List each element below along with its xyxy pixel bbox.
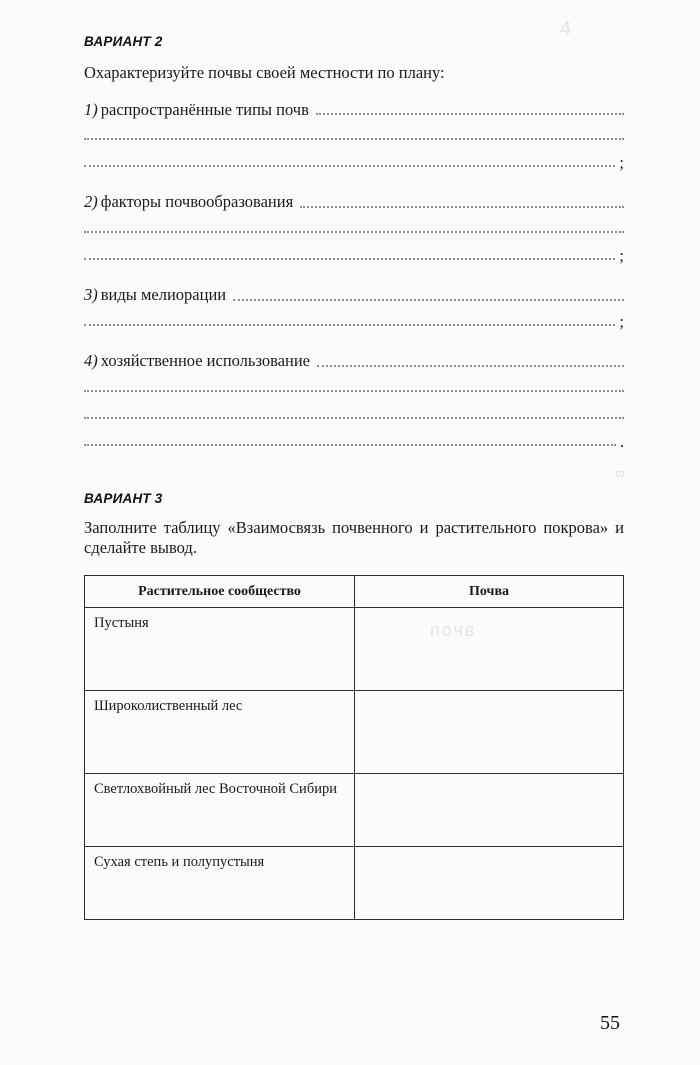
answer-line[interactable]	[84, 417, 624, 419]
question-item-4-text: хозяйственное использование	[100, 351, 310, 371]
soil-vegetation-table	[84, 575, 624, 920]
question-item-1-text: распространённые типы почв	[100, 99, 309, 119]
variant-3-heading: ВАРИАНТ 3	[84, 490, 163, 506]
question-item-2-tail: ;	[619, 246, 624, 266]
answer-line[interactable]	[300, 206, 624, 208]
cell-soil[interactable]	[355, 847, 624, 920]
answer-line[interactable]	[316, 113, 624, 115]
question-item-3-number: 3)	[84, 285, 98, 305]
table-row	[85, 774, 624, 847]
table-header-soil: Почва	[355, 576, 624, 608]
question-item-3-tail: ;	[619, 312, 624, 332]
table-header-row	[85, 576, 624, 608]
answer-line[interactable]	[84, 231, 624, 233]
answer-line[interactable]	[84, 138, 624, 140]
answer-line-row[interactable]	[84, 407, 624, 425]
table-row	[85, 608, 624, 691]
answer-line-row[interactable]	[84, 431, 624, 452]
question-item-1-number: 1)	[84, 99, 98, 119]
answer-line[interactable]	[233, 299, 624, 301]
question-item-2-text: факторы почвообразования	[100, 192, 294, 212]
ghost-text-mid-right: в	[612, 470, 629, 478]
cell-plant-community: Светлохвойный лес Восточной Сибири	[85, 774, 355, 847]
variant-3-prompt: Заполните таблицу «Взаимосвязь почвенного и растительного покрова» и сделайте вывод.	[84, 517, 624, 558]
answer-line-row[interactable]	[84, 248, 624, 266]
cell-plant-community: Сухая степь и полупустыня	[85, 847, 355, 920]
answer-line[interactable]	[84, 444, 616, 446]
cell-soil[interactable]	[355, 774, 624, 847]
spacer	[84, 461, 624, 491]
ghost-text-top-right: 4	[560, 18, 572, 40]
answer-line-row[interactable]	[84, 380, 624, 398]
answer-line[interactable]	[84, 324, 615, 326]
answer-line[interactable]	[84, 165, 615, 167]
question-item-4	[84, 351, 624, 371]
variant-2-prompt: Охарактеризуйте почвы своей местности по плану:	[84, 63, 445, 82]
ghost-text-block: почв	[430, 620, 477, 640]
variant-2-heading: ВАРИАНТ 2	[84, 34, 163, 49]
cell-soil[interactable]	[355, 691, 624, 774]
answer-line[interactable]	[317, 365, 624, 367]
answer-line-row[interactable]	[84, 314, 624, 332]
answer-line[interactable]	[84, 390, 624, 392]
answer-line[interactable]	[84, 258, 615, 260]
cell-plant-community: Пустыня	[85, 608, 355, 691]
spacer	[84, 341, 624, 351]
question-item-4-number: 4)	[84, 351, 98, 371]
table-row	[85, 847, 624, 920]
table-row	[85, 691, 624, 774]
question-item-4-tail: .	[619, 431, 624, 451]
question-item-2-number: 2)	[84, 192, 98, 212]
question-item-1-tail: ;	[619, 153, 624, 173]
page-number: 55	[600, 1012, 620, 1034]
answer-line-row[interactable]	[84, 221, 624, 239]
question-item-1	[84, 100, 624, 120]
document-content	[84, 34, 624, 920]
question-item-3	[84, 285, 624, 305]
question-item-2	[84, 192, 624, 212]
cell-soil[interactable]	[355, 608, 624, 691]
answer-line-row[interactable]	[84, 155, 624, 173]
spacer	[84, 275, 624, 285]
spacer	[84, 182, 624, 192]
cell-plant-community: Широколиственный лес	[85, 691, 355, 774]
question-item-3-text: виды мелиорации	[100, 285, 227, 305]
answer-line-row[interactable]	[84, 128, 624, 146]
table-header-plant-community: Растительное сообщество	[85, 576, 355, 608]
